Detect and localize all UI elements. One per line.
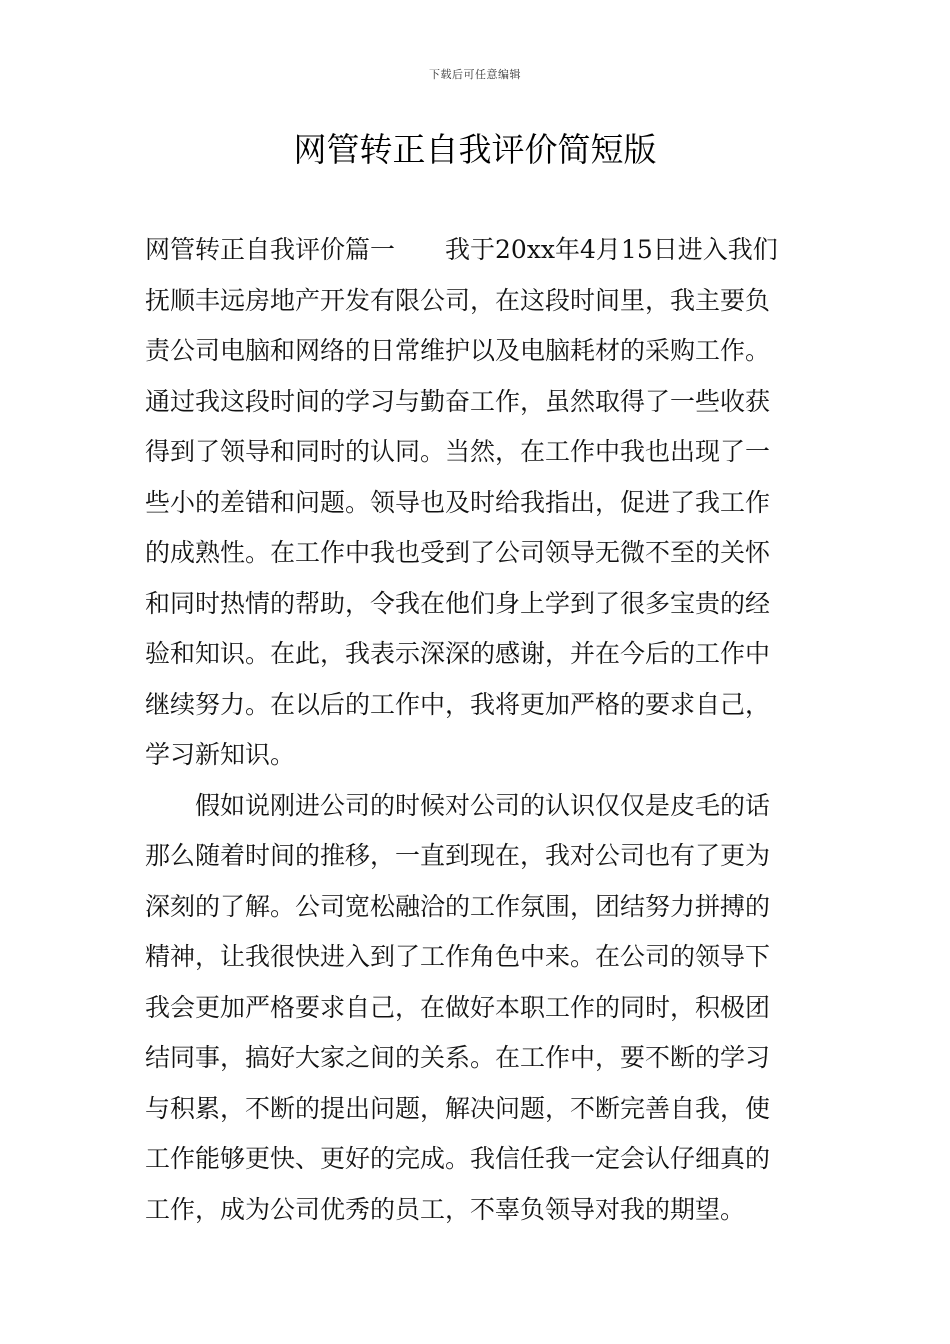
text-line: 得到了领导和同时的认同。当然，在工作中我也出现了一 <box>145 437 771 466</box>
text-line: 深刻的了解。公司宽松融洽的工作氛围，团结努力拼搏的 <box>145 891 771 921</box>
text-line: 抚顺丰远房地产开发有限公司，在这段时间里，我主要负 <box>145 285 771 315</box>
text-line: 通过我这段时间的学习与勤奋工作，虽然取得了一些收获 <box>145 386 771 416</box>
text-line: 工作，成为公司优秀的员工，不辜负领导对我的期望。 <box>145 1194 746 1224</box>
header-note: 下载后可任意编辑 <box>429 68 521 81</box>
paragraph-2 <box>145 781 807 1236</box>
text-line: 些小的差错和问题。领导也及时给我指出，促进了我工作 <box>145 487 771 517</box>
text-line: 继续努力。在以后的工作中，我将更加严格的要求自己， <box>145 689 771 719</box>
text-line: 网管转正自我评价篇一 我于20xx年4月15日进入我们 <box>145 235 778 264</box>
paragraph-1 <box>145 225 807 781</box>
text-line: 学习新知识。 <box>145 740 296 769</box>
text-line: 那么随着时间的推移，一直到现在，我对公司也有了更为 <box>145 841 771 870</box>
text-line: 假如说刚进公司的时候对公司的认识仅仅是皮毛的话 <box>195 790 771 820</box>
text-line: 与积累，不断的提出问题，解决问题，不断完善自我，使 <box>145 1093 771 1123</box>
text-line: 结同事，搞好大家之间的关系。在工作中，要不断的学习 <box>145 1043 771 1072</box>
text-line: 验和知识。在此，我表示深深的感谢，并在今后的工作中 <box>145 639 771 668</box>
text-line: 我会更加严格要求自己，在做好本职工作的同时，积极团 <box>145 992 771 1022</box>
document-body <box>145 225 807 1235</box>
text-line: 工作能够更快、更好的完成。我信任我一定会认仔细真的 <box>145 1144 771 1173</box>
document-title: 网管转正自我评价简短版 <box>293 130 657 169</box>
text-line: 和同时热情的帮助，令我在他们身上学到了很多宝贵的经 <box>145 588 771 618</box>
text-line: 精神，让我很快进入到了工作角色中来。在公司的领导下 <box>145 942 771 971</box>
text-line: 责公司电脑和网络的日常维护以及电脑耗材的采购工作。 <box>145 336 771 365</box>
text-line: 的成熟性。在工作中我也受到了公司领导无微不至的关怀 <box>145 538 771 567</box>
